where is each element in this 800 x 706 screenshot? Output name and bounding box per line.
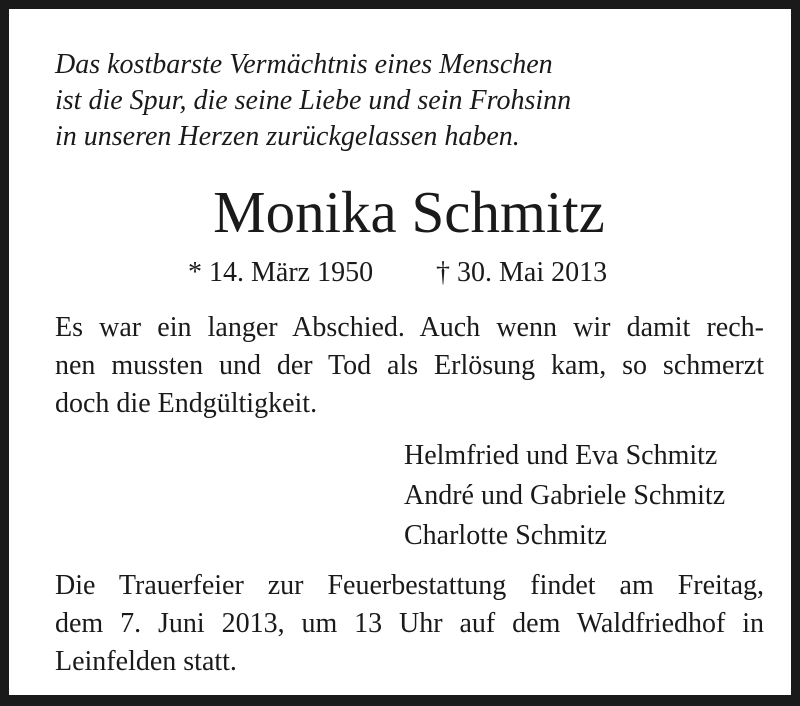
funeral-line: dem 7. Juni 2013, um 13 Uhr auf dem Waldfriedhof in [55,608,764,639]
mourners-list [404,436,774,556]
deceased-name: Monika Schmitz [213,179,605,245]
funeral-notice [55,567,764,681]
motto-line: ist die Spur, die seine Liebe und sein Frohsinn [55,85,572,116]
motto-line: Das kostbarste Vermächtnis eines Menschen [55,49,553,80]
mourner-name: Helmfried und Eva Schmitz [404,440,718,471]
mourner-name: André und Gabriele Schmitz [404,480,726,511]
farewell-line: Es war ein langer Abschied. Auch wenn wir damit rech- [55,312,764,343]
funeral-line: Leinfelden statt. [55,646,237,677]
farewell-line: nen mussten und der Tod als Erlösung kam, so schmerzt [55,350,764,381]
death-date: † 30. Mai 2013 [436,257,608,288]
funeral-line: Die Trauerfeier zur Feuerbestattung findet am Freitag, [55,570,764,601]
motto-line: in unseren Herzen zurückgelassen haben. [55,121,520,152]
mourner-name: Charlotte Schmitz [404,520,607,551]
motto-quote [55,47,775,155]
farewell-paragraph [55,309,764,423]
birth-date: * 14. März 1950 [188,257,374,288]
farewell-line: doch die Endgültigkeit. [55,388,318,419]
